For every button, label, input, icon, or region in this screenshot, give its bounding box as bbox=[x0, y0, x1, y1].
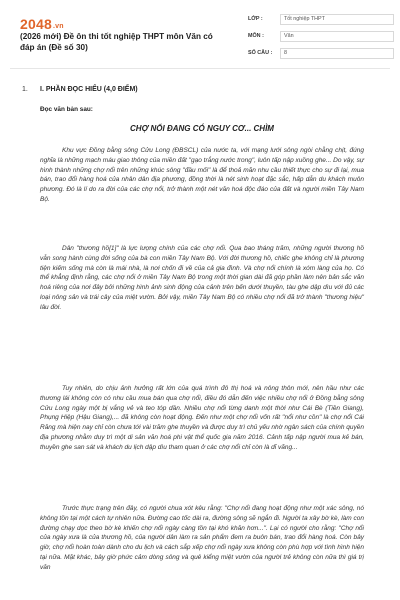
exam-meta bbox=[248, 12, 394, 63]
question-number: 1. bbox=[22, 86, 28, 93]
exam-title: (2026 mới) Đề ôn thi tốt nghiệp THPT môn Văn có đáp án (Đề số 30) bbox=[20, 32, 213, 52]
paragraph: Khu vực Đồng bằng sông Cửu Long (ĐBSCL) của nước ta, với mạng lưới sông ngòi chằng chịt, đúng nghĩa là những mạch máu giao thông của miền đất "gạo trắng nước trong", luôn tấp nập xuồng ghe... Do vậy, sự hình thành những chợ nổi trên những khúc sông "đầu mối" là để thoả mãn nhu cầu thiết thực cho sự đi lại, mua bán, trao đổi hàng hoá của nhân dân địa phương, đồng thời là nét sinh hoạt đặc sắc, hấp dẫn du khách muôn phương. Đó là lí do ra đời của các chợ nổi, trở thành một nét văn hoá độc đáo của đất và người miền Tây Nam Bộ. bbox=[40, 147, 364, 203]
site-logo[interactable]: 2048.vn bbox=[20, 16, 64, 32]
article-title: CHỢ NỔI ĐANG CÓ NGUY CƠ... CHÌM bbox=[130, 124, 274, 133]
meta-value: Văn bbox=[280, 31, 394, 42]
meta-label: SỐ CÂU : bbox=[248, 50, 273, 56]
section-title: I. PHẦN ĐỌC HIỂU (4,0 ĐIỂM) bbox=[40, 86, 138, 93]
meta-label: MÔN : bbox=[248, 33, 264, 39]
paragraph: Tuy nhiên, do chịu ảnh hưởng rất lớn của quá trình đô thị hoá và nông thôn mới, nên hầu như các thương lái không còn có nhu cầu mua bán qua chợ nổi, điều đó dẫn đến việc nhiều chợ nổi ở Đồng bằng sông Cửu Long ngày một bị vắng vẻ và teo tóp dần. Nhiều chợ nổi từng danh một thời như Cái Bè (Tiền Giang), Phụng Hiệp (Hậu Giang),... đã không còn hoạt động. Đến như một chợ nổi vốn rất "nổi như cồn" là chợ nổi Cái Răng mà hiện nay chỉ còn chưa tới vài trăm ghe thuyền và được duy trì chủ yếu nhờ ngân sách của chính quyền địa phương nhằm duy trì một di sản văn hoá phi vật thể quốc gia năm 2016. Cảnh tấp nập người mua kẻ bán, thuyền ghe san sát và khách du lịch dập dìu tham quan ở các chợ nổi chỉ còn là dĩ vãng... bbox=[40, 385, 364, 451]
paragraph: Dân "thương hồ[1]" là lực lượng chính của các chợ nổi. Qua bao tháng trăm, những người thương hồ vẫn song hành cùng đời sống của bà con miền Tây Nam Bộ. Với đời thương hồ, chiếc ghe không chỉ là phương tiện kiếm sống mà còn là mái nhà, là nơi chốn đi về của cả gia đình. Và chợ nổi chính là xóm làng của họ. Có thể khẳng định rằng, các chợ nổi ở miền Tây Nam Bộ trong một thời gian dài đã góp phần làm nên bản sắc văn hoá riêng của nơi đây bởi những hình ảnh sinh động của cảnh trên bến dưới thuyền, tàu ghe dập dìu với đủ các loại nông sản và trái cây của miệt vườn. Bởi vậy, miền Tây Nam Bộ có nhiều chợ nổi đã trở thành "thương hiệu" lâu đời. bbox=[40, 245, 364, 311]
meta-row-subject bbox=[248, 29, 394, 43]
paragraph: Trước thực trạng trên đây, có người chua xót kêu rằng: "Chợ nổi đang hoạt động như một xác sông, nó không tồn tại một cách tự nhiên nữa. Đường cao tốc dài ra, đường sông sẽ ngắn đi. Người ta xây bờ kè, làm con đường chạy dọc theo bờ kè khiến chợ nổi ngày càng tồn tại khó khăn hơn...". Lại có người cho rằng: "Chợ nổi của ngày xưa là của thương hồ, của người dân làm ra sản phẩm đem ra buôn bán, trao đổi hàng hoá. Còn bây giờ, chợ nổi hoàn toàn dành cho du lịch và cách sắp xếp chợ nổi ngày xưa không còn phù hợp với tình hình hiện tại nữa. Mặt khác, bây giờ phức cảm dòng sông và quê kiểng miệt vườn của người trẻ không còn nữa thì giá trị văn bbox=[40, 505, 364, 571]
meta-row-count bbox=[248, 46, 394, 60]
meta-row-class bbox=[248, 12, 394, 26]
meta-value: 8 bbox=[280, 48, 394, 59]
meta-label: LỚP : bbox=[248, 16, 263, 22]
meta-value: Tốt nghiệp THPT bbox=[280, 14, 394, 25]
page-header bbox=[0, 0, 400, 62]
instruction: Đọc văn bản sau: bbox=[40, 106, 93, 113]
header-divider bbox=[10, 68, 390, 69]
